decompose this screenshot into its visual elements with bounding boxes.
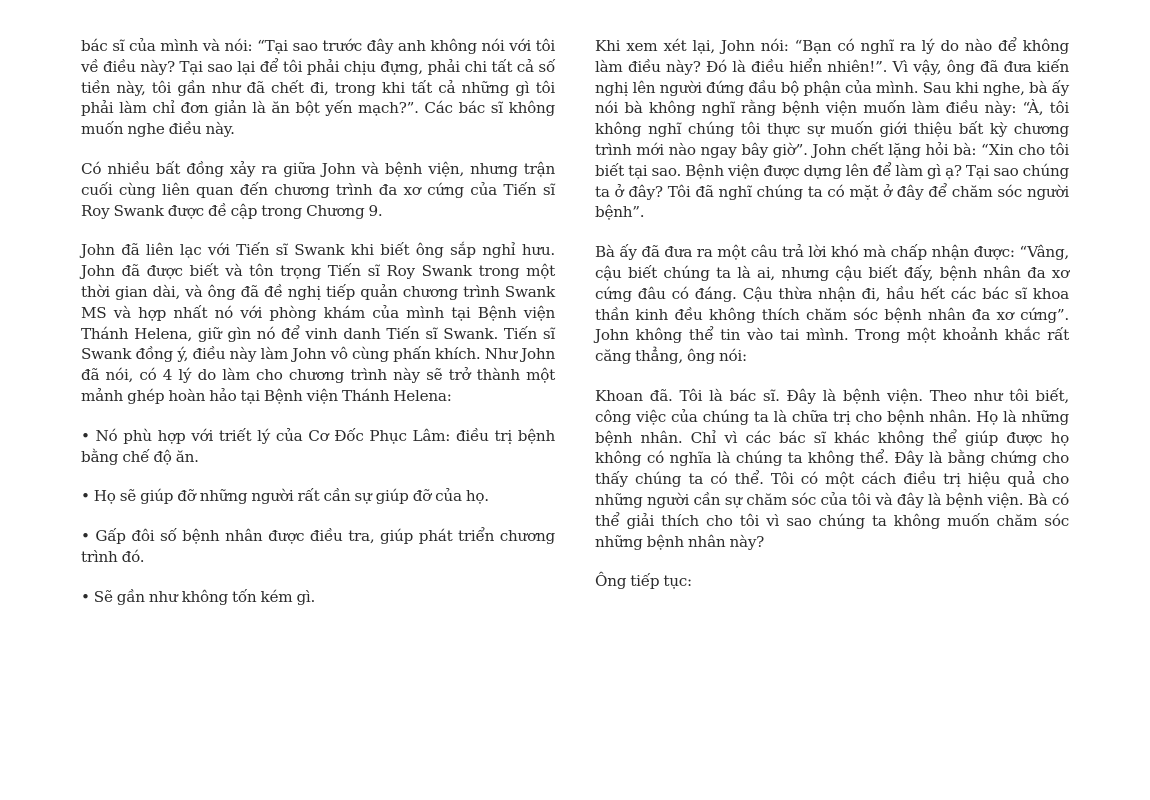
paragraph: Có nhiều bất đồng xảy ra giữa John và bệnh viện, nhưng trận cuối cùng liên quan đến chương trình đa xơ cứng của Tiến sĩ Roy Swank được đề cập trong Chương 9. — [81, 159, 555, 220]
bullet-item: • Gấp đôi số bệnh nhân được điều tra, giúp phát triển chương trình đó. — [81, 527, 555, 566]
left-column — [81, 36, 555, 627]
paragraph: Ông tiếp tục: — [595, 572, 692, 591]
bullet-item: • Nó phù hợp với triết lý của Cơ Đốc Phục Lâm: điều trị bệnh bằng chế độ ăn. — [81, 426, 555, 466]
bullet-item: • Sẽ gần như không tốn kém gì. — [81, 587, 316, 606]
paragraph: John đã liên lạc với Tiến sĩ Swank khi biết ông sắp nghỉ hưu. John đã được biết và tôn trọng Tiến sĩ Roy Swank trong một thời gian dài, và ông đã đề nghị tiếp quản chương trình Swank MS và hợp nhất nó với phòng khám của mình tại Bệnh viện Thánh Helena, giữ gìn nó để vinh danh Tiến sĩ Swank. Tiến sĩ Swank đồng ý, điều này làm John vô cùng phấn khích. Như John đã nói, có 4 lý do làm cho chương trình này sẽ trở thành một mảnh ghép hoàn hảo tại Bệnh viện Thánh Helena: — [81, 241, 555, 405]
bullet-item: • Họ sẽ giúp đỡ những người rất cần sự giúp đỡ của họ. — [81, 487, 489, 506]
paragraph: Bà ấy đã đưa ra một câu trả lời khó mà chấp nhận được: “Vâng, cậu biết chúng ta là ai, nhưng cậu biết đấy, bệnh nhân đa xơ cứng đâu có đáng. Cậu thừa nhận đi, hầu hết các bác sĩ khoa thần kinh đều không thích chăm sóc bệnh nhân đa xơ cứng”. John không thể tin vào tai mình. Trong một khoảnh khắc rất căng thẳng, ông nói: — [595, 243, 1069, 366]
paragraph: Khi xem xét lại, John nói: “Bạn có nghĩ ra lý do nào để không làm điều này? Đó là điều hiển nhiên!”. Vì vậy, ông đã đưa kiến nghị lên người đứng đầu bộ phận của mình. Sau khi nghe, bà ấy nói bà không nghĩ rằng bệnh viện muốn làm điều này: “À, tôi không nghĩ chúng tôi thực sự muốn giới thiệu bất kỳ chương trình mới nào ngay bây giờ”. John chết lặng hỏi bà: “Xin cho tôi biết tại sao. Bệnh viện được dựng lên để làm gì ạ? Tại sao chúng ta ở đây? Tôi đã nghĩ chúng ta có mặt ở đây để chăm sóc người bệnh”. — [595, 37, 1069, 222]
paragraph: bác sĩ của mình và nói: “Tại sao trước đây anh không nói với tôi về điều này? Tại sao lại để tôi phải chịu đựng, phải chi tất cả số tiền này, tôi gần như đã chết đi, trong khi tất cả những gì tôi phải làm chỉ đơn giản là ăn bột yến mạch?”. Các bác sĩ không muốn nghe điều này. — [81, 37, 555, 139]
paragraph: Khoan đã. Tôi là bác sĩ. Đây là bệnh viện. Theo như tôi biết, công việc của chúng ta là chữa trị cho bệnh nhân. Họ là những bệnh nhân. Chỉ vì các bác sĩ khác không thể giúp được họ không có nghĩa là chúng ta không thể. Đây là bằng chứng cho thấy chúng ta có thể. Tôi có một cách điều trị hiệu quả cho những người cần sự chăm sóc của tôi và đây là bệnh viện. Bà có thể giải thích cho tôi vì sao chúng ta không muốn chăm sóc những bệnh nhân này? — [595, 386, 1069, 551]
right-column — [595, 36, 1069, 611]
